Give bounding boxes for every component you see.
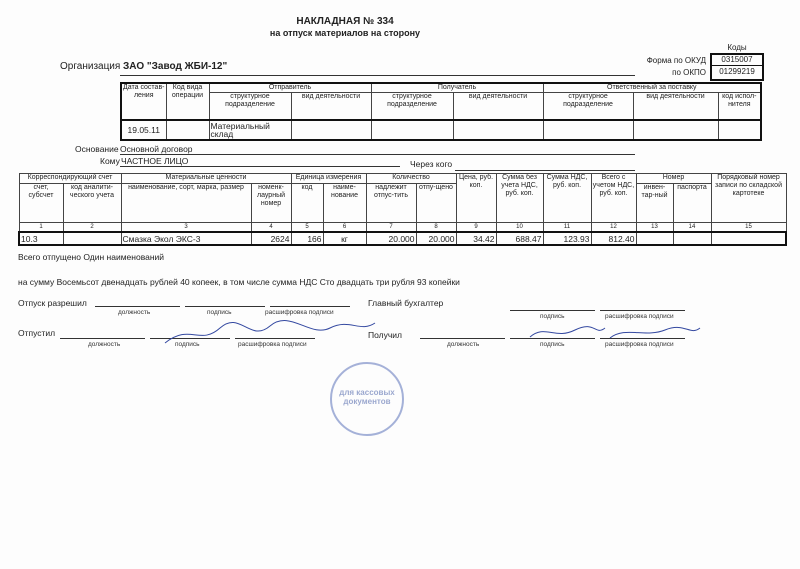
table-cell: 12 <box>591 223 636 233</box>
text <box>121 83 761 140</box>
column-numbers <box>19 223 786 233</box>
text: должность <box>88 341 121 348</box>
table-cell: 10 <box>496 223 543 233</box>
table-cell: Цена, руб. коп. <box>456 174 496 223</box>
document-title: НАКЛАДНАЯ № 334 <box>296 16 394 27</box>
text <box>121 120 761 140</box>
table-cell: Корреспондирующий счет <box>19 174 121 184</box>
organization-value: ЗАО "Завод ЖБИ-12" <box>123 61 228 72</box>
col-sender: Отправитель <box>209 83 371 93</box>
chief-accountant-label: Главный бухгалтер <box>368 298 444 308</box>
basis-label: Основание <box>75 144 119 154</box>
table-cell: Номер <box>636 174 711 184</box>
text <box>121 93 761 120</box>
text <box>19 174 786 246</box>
signature-line <box>600 310 685 311</box>
table-cell <box>63 232 121 245</box>
table-cell: 20.000 <box>366 232 416 245</box>
document-subtitle: на отпуск материалов на сторону <box>269 28 421 38</box>
col-date: Дата состав-ления <box>121 83 166 120</box>
signature-released <box>160 318 380 348</box>
text: расшифровка подписи <box>265 309 334 316</box>
col-receiver: Получатель <box>371 83 543 93</box>
table-cell: Количество <box>366 174 456 184</box>
table-row <box>19 232 786 245</box>
okpo-label: по ОКПО <box>672 68 706 77</box>
signature-line <box>120 154 635 155</box>
okud-code: 0315007 <box>721 55 753 64</box>
text <box>530 327 700 338</box>
table-cell <box>711 232 786 245</box>
to-label: Кому <box>100 156 120 166</box>
signature-line <box>95 306 180 307</box>
table-cell: 9 <box>456 223 496 233</box>
table-cell: 2 <box>63 223 121 233</box>
table-cell <box>636 232 673 245</box>
table-cell: структурное подразделение <box>543 93 633 120</box>
table-cell <box>166 120 209 140</box>
table-cell: 10.3 <box>19 232 63 245</box>
text: подпись <box>207 309 232 316</box>
table-cell: 8 <box>416 223 456 233</box>
text <box>710 65 762 66</box>
table-cell: 7 <box>366 223 416 233</box>
table-cell <box>543 120 633 140</box>
table-cell <box>371 120 453 140</box>
header-table <box>120 82 762 141</box>
table-cell: 2624 <box>251 232 291 245</box>
signature-received <box>525 322 705 344</box>
table-cell: 6 <box>323 223 366 233</box>
table-cell: наименование, сорт, марка, размер <box>121 184 251 223</box>
col-op-code: Код вида операции <box>166 83 209 120</box>
text <box>121 83 761 93</box>
received-label: Получил <box>368 330 402 340</box>
table-cell: 812.40 <box>591 232 636 245</box>
table-cell: 13 <box>636 223 673 233</box>
table-cell: наиме-нование <box>323 184 366 223</box>
to-value: ЧАСТНОЕ ЛИЦО <box>121 156 189 166</box>
text: должность <box>447 341 480 348</box>
table-cell: 5 <box>291 223 323 233</box>
text: расшифровка подписи <box>605 341 674 348</box>
table-cell: счет, субсчет <box>19 184 63 223</box>
table-cell: структурное подразделение <box>209 93 291 120</box>
text: подпись <box>175 341 200 348</box>
signature-line <box>60 338 145 339</box>
table-cell <box>718 120 761 140</box>
text <box>165 321 375 343</box>
table-cell: инвен-тар-ный <box>636 184 673 223</box>
signature-line <box>120 75 635 76</box>
table-cell <box>453 120 543 140</box>
table-cell: код <box>291 184 323 223</box>
table-cell: отпу-щено <box>416 184 456 223</box>
table-cell: 688.47 <box>496 232 543 245</box>
table-cell: 123.93 <box>543 232 591 245</box>
table-cell: Материальные ценности <box>121 174 291 184</box>
text <box>19 184 786 223</box>
text: подпись <box>540 341 565 348</box>
table-cell: Единица измерения <box>291 174 366 184</box>
signature-line <box>185 306 265 307</box>
table-cell <box>673 232 711 245</box>
table-cell: 4 <box>251 223 291 233</box>
allowed-label: Отпуск разрешил <box>18 298 87 308</box>
date-cell: 19.05.11 <box>121 120 166 140</box>
table-cell: 3 <box>121 223 251 233</box>
table-cell: надлежит отпус-тить <box>366 184 416 223</box>
table-cell: Сумма без учета НДС, руб. коп. <box>496 174 543 223</box>
signature-line <box>120 166 400 167</box>
table-cell: 14 <box>673 223 711 233</box>
signature-line <box>455 170 635 171</box>
table-cell: паспорта <box>673 184 711 223</box>
text: расшифровка подписи <box>605 313 674 320</box>
sender-struct-cell: Материальный склад <box>209 120 291 140</box>
via-label: Через кого <box>410 159 453 169</box>
signature-line <box>510 310 595 311</box>
total-count: Всего отпущено Один наименований <box>18 252 165 262</box>
table-cell: 15 <box>711 223 786 233</box>
table-cell: Сумма НДС, руб. коп. <box>543 174 591 223</box>
organization-label: Организация <box>60 61 121 72</box>
table-cell: 166 <box>291 232 323 245</box>
table-cell <box>291 120 371 140</box>
text <box>19 174 786 184</box>
signature-line <box>270 306 350 307</box>
table-cell <box>633 120 718 140</box>
table-cell: 20.000 <box>416 232 456 245</box>
table-cell: вид деятельности <box>633 93 718 120</box>
table-cell: 11 <box>543 223 591 233</box>
stamp-text: для кассовых документов <box>339 388 395 406</box>
stamp <box>330 362 404 436</box>
text: подпись <box>540 313 565 320</box>
table-cell: код испол-нителя <box>718 93 761 120</box>
table-cell: код аналити-ческого учета <box>63 184 121 223</box>
signature-line <box>420 338 505 339</box>
total-sum: на сумму Восемьсот двенадцать рублей 40 копеек, в том числе сумма НДС Сто двадцать три рубля 93 копейки <box>18 277 460 287</box>
okpo-code: 01299219 <box>719 67 755 76</box>
table-cell: вид деятельности <box>453 93 543 120</box>
text: расшифровка подписи <box>238 341 307 348</box>
codes-label: Коды <box>727 43 747 52</box>
items-table <box>18 173 787 246</box>
table-cell: структурное подразделение <box>371 93 453 120</box>
table-cell: кг <box>323 232 366 245</box>
released-label: Отпустил <box>18 328 56 338</box>
table-cell: 1 <box>19 223 63 233</box>
basis-value: Основной договор <box>120 144 193 154</box>
table-cell: Всего с учетом НДС, руб. коп. <box>591 174 636 223</box>
table-cell: Смазка Экол ЭКС-3 <box>121 232 251 245</box>
table-cell: номенк-лаурный номер <box>251 184 291 223</box>
col-responsible: Ответственный за поставку <box>543 83 761 93</box>
table-cell: Порядковый номер записи по складской картотеке <box>711 174 786 223</box>
okud-label: Форма по ОКУД <box>646 56 706 65</box>
table-cell: вид деятельности <box>291 93 371 120</box>
table-cell: 34.42 <box>456 232 496 245</box>
text: должность <box>118 309 151 316</box>
